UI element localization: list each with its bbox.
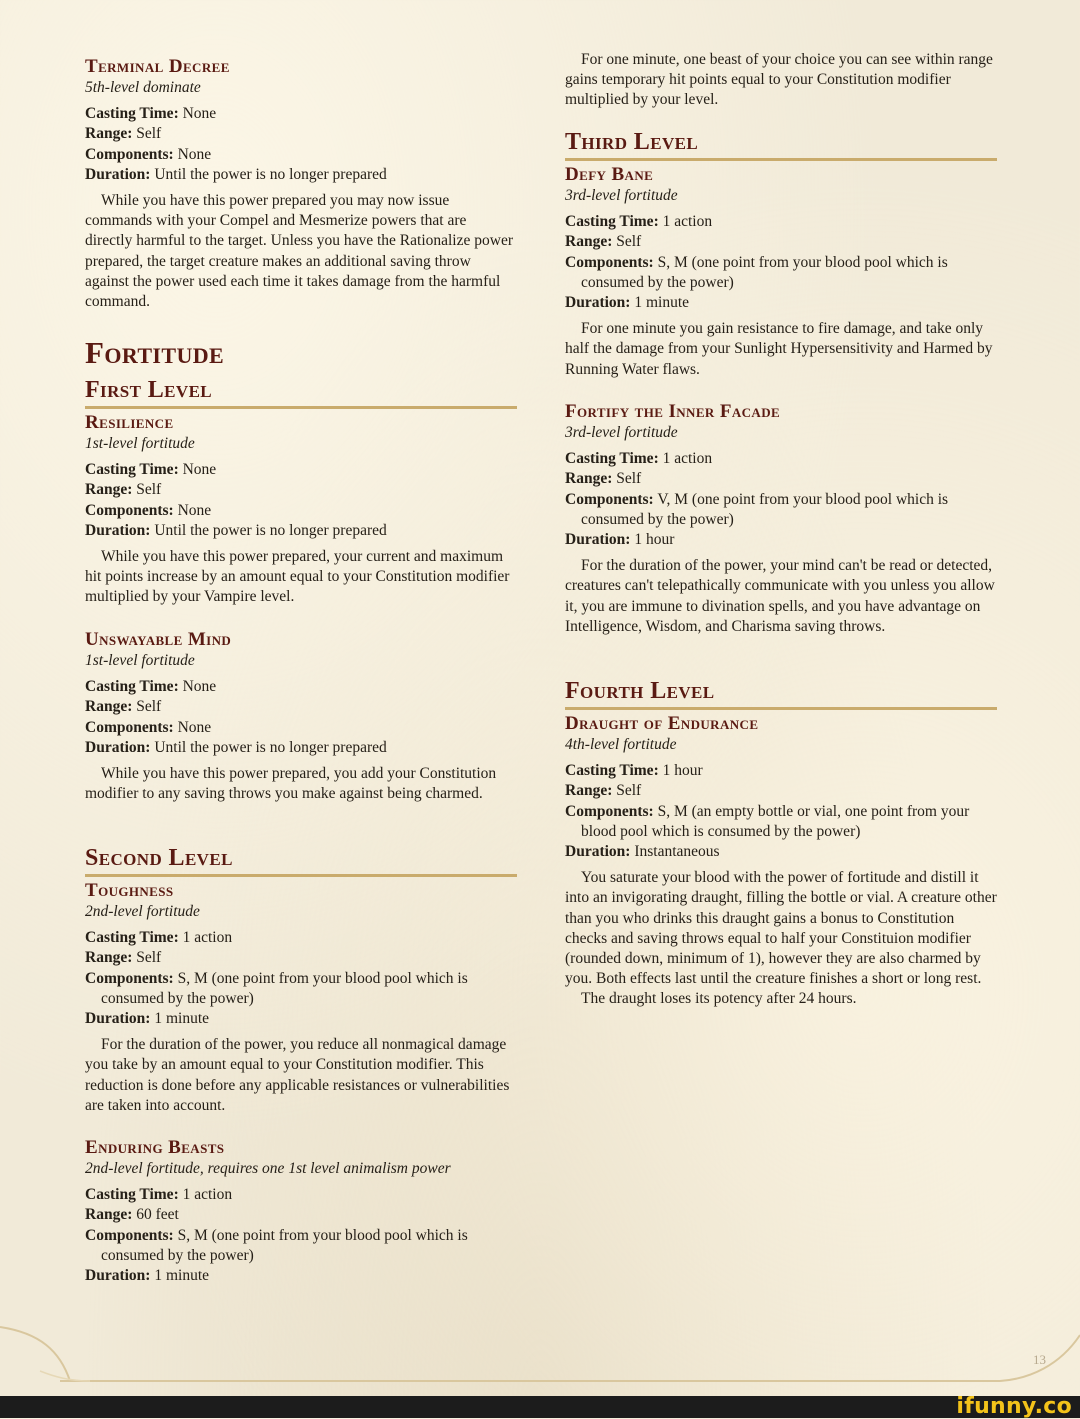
spell-subhead: 5th-level dominate — [85, 79, 201, 96]
spell-title: Enduring Beasts — [85, 1137, 225, 1158]
level-title-third: Third Level — [565, 128, 997, 161]
spell-defy-bane — [565, 164, 997, 380]
components: Components: S, M (an empty bottle or vial, one point from your blood pool which is consumed by the power) — [565, 802, 970, 840]
spell-toughness — [85, 880, 517, 1116]
spell-title: Toughness — [85, 880, 174, 901]
level-title-first: First Level — [85, 376, 517, 409]
components: Components: None — [85, 718, 212, 736]
spell-subhead: 4th-level fortitude — [565, 736, 677, 753]
components: Components: None — [85, 145, 212, 163]
components: Components: V, M (one point from your blood pool which is consumed by the power) — [565, 490, 949, 528]
spell-description: While you have this power prepared, you add your Constitution modifier to any saving throws you make against being charmed. — [85, 765, 497, 803]
casting-time: Casting Time: None — [85, 105, 217, 123]
watermark-logo: ifunny.co — [956, 1394, 1072, 1419]
casting-time: Casting Time: None — [85, 461, 217, 479]
spell-subhead: 3rd-level fortitude — [565, 424, 678, 441]
spell-description: For the duration of the power, you reduce all nonmagical damage you take by an amount equal to your Constitution modifier. This reduction is done before any applicable resistances or vulnerabilities are taken into account. — [85, 1036, 510, 1114]
components: Components: S, M (one point from your blood pool which is consumed by the power) — [565, 253, 948, 291]
range: Range: Self — [565, 233, 642, 251]
casting-time: Casting Time: 1 action — [565, 450, 713, 468]
spell-title: Terminal Decree — [85, 56, 230, 77]
components: Components: S, M (one point from your blood pool which is consumed by the power) — [85, 969, 468, 1007]
components: Components: S, M (one point from your blood pool which is consumed by the power) — [85, 1226, 468, 1264]
duration: Duration: 1 minute — [85, 1010, 210, 1028]
spell-subhead: 1st-level fortitude — [85, 652, 195, 669]
spell-description: For the duration of the power, your mind can't be read or detected, creatures can't telepathically communicate with you unless you allow it, you are immune to divination spells, and you have advantage on Intelligence, Wisdom, and Charisma saving throws. — [565, 557, 995, 635]
duration: Duration: 1 hour — [565, 531, 675, 549]
range: Range: Self — [85, 698, 162, 716]
casting-time: Casting Time: 1 action — [565, 213, 713, 231]
spell-subhead: 1st-level fortitude — [85, 435, 195, 452]
components: Components: None — [85, 501, 212, 519]
range: Range: Self — [85, 125, 162, 143]
duration: Duration: Until the power is no longer prepared — [85, 521, 387, 539]
footer-flourish — [0, 1315, 1080, 1395]
duration: Duration: Until the power is no longer prepared — [85, 165, 387, 183]
spell-description: While you have this power prepared you may now issue commands with your Compel and Mesmerize powers that are directly harmful to the target. Unless you have the Rationalize power prepared, the target creature makes an additional saving throw against the power used each time it takes damage from the harmful command. — [85, 192, 513, 311]
range: Range: Self — [85, 481, 162, 499]
spell-title: Resilience — [85, 412, 174, 433]
duration: Duration: Instantaneous — [565, 843, 720, 861]
range: Range: Self — [565, 782, 642, 800]
casting-time: Casting Time: 1 action — [85, 929, 233, 947]
spell-description: While you have this power prepared, your current and maximum hit points increase by an amount equal to your Constitution modifier multiplied by your Vampire level. — [85, 548, 510, 606]
spell-title: Defy Bane — [565, 164, 654, 185]
level-title-second: Second Level — [85, 844, 517, 877]
level-title-fourth: Fourth Level — [565, 677, 997, 710]
spell-subhead: 2nd-level fortitude — [85, 903, 200, 920]
casting-time: Casting Time: 1 action — [85, 1186, 233, 1204]
page-number: 13 — [1033, 1352, 1046, 1367]
spell-description-continued: For one minute, one beast of your choice you can see within range gains temporary hit points equal to your Constitution modifier multiplied by your level. — [565, 51, 993, 109]
casting-time: Casting Time: 1 hour — [565, 762, 703, 780]
section-title: Fortitude — [85, 335, 225, 370]
spell-subhead: 2nd-level fortitude, requires one 1st level animalism power — [85, 1160, 451, 1177]
spell-description: You saturate your blood with the power of fortitude and distill it into an invigorating draught, filling the bottle or vial. A creature other than you who drinks this draught gains a bonus to Constitution checks and saving throws equal to half your Constituion modifier (rounded down, minimum of 1), however they are also charmed by you. Both effects last until the creature finishes a short or long rest. — [565, 869, 997, 988]
spell-draught-of-endurance — [565, 713, 997, 1010]
range: Range: Self — [85, 949, 162, 967]
spell-resilience — [85, 412, 517, 608]
spell-title: Fortify the Inner Facade — [565, 401, 781, 422]
duration: Duration: Until the power is no longer prepared — [85, 738, 387, 756]
range: Range: 60 feet — [85, 1206, 179, 1224]
spell-description: For one minute you gain resistance to fire damage, and take only half the damage from your Sunlight Hypersensitivity and Harmed by Running Water flaws. — [565, 320, 993, 378]
spell-terminal-decree — [85, 56, 517, 312]
spell-description-extra: The draught loses its potency after 24 hours. — [581, 990, 857, 1008]
spell-subhead: 3rd-level fortitude — [565, 187, 678, 204]
spell-title: Unswayable Mind — [85, 629, 232, 650]
spell-enduring-beasts — [85, 1137, 517, 1286]
duration: Duration: 1 minute — [565, 294, 690, 312]
spell-unswayable-mind — [85, 629, 517, 804]
spell-title: Draught of Endurance — [565, 713, 759, 734]
watermark-bar — [0, 1396, 1080, 1418]
range: Range: Self — [565, 470, 642, 488]
spell-fortify-inner-facade — [565, 401, 997, 637]
duration: Duration: 1 minute — [85, 1267, 210, 1285]
casting-time: Casting Time: None — [85, 678, 217, 696]
